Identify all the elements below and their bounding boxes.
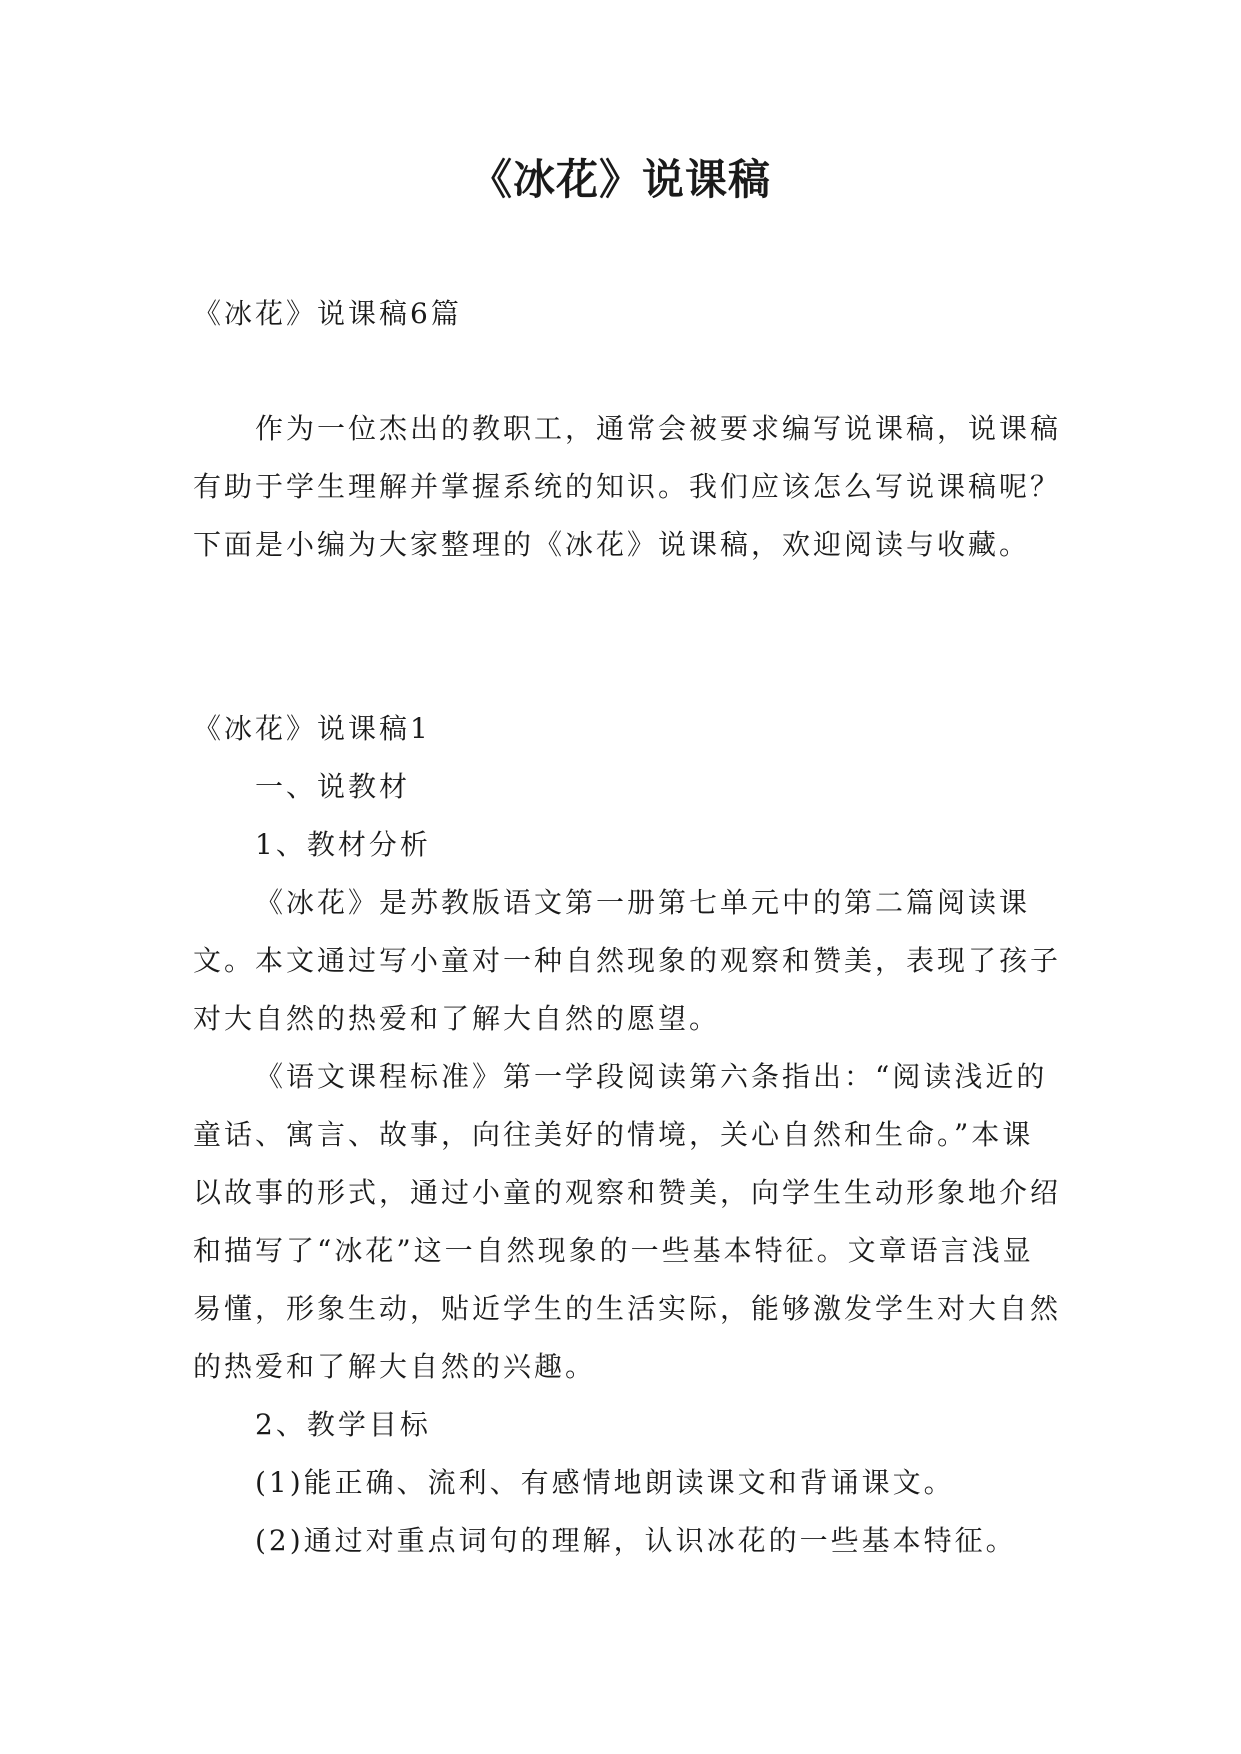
goal-item-1: (1)能正确、流利、有感情地朗读课文和背诵课文。 [255,1466,955,1499]
intro-text: 作为一位杰出的教职工，通常会被要求编写说课稿，说课稿有助于学生理解并掌握系统的知识。我们应该怎么写说课稿呢？下面是小编为大家整理的《冰花》说课稿，欢迎阅读与收藏。 [193,412,1062,561]
sub-heading-analysis: 1、教材分析 [255,828,431,861]
goal-item-2: (2)通过对重点词句的理解，认识冰花的一些基本特征。 [255,1524,1017,1557]
part-heading: 一、说教材 [255,770,411,803]
section-1 [193,700,1063,1570]
document-subtitle: 《冰花》说课稿6篇 [193,297,462,330]
section-heading: 《冰花》说课稿1 [193,712,431,745]
paragraph-analysis-2: 《语文课程标准》第一学段阅读第六条指出：“阅读浅近的童话、寓言、故事，向往美好的情境，关心自然和生命。”本课以故事的形式，通过小童的观察和赞美，向学生生动形象地介绍和描写了“冰花”这一自然现象的一些基本特征。文章语言浅显易懂，形象生动，贴近学生的生活实际，能够激发学生对大自然的热爱和了解大自然的兴趣。 [193,1060,1062,1383]
paragraph-analysis-1: 《冰花》是苏教版语文第一册第七单元中的第二篇阅读课文。本文通过写小童对一种自然现象的观察和赞美，表现了孩子对大自然的热爱和了解大自然的愿望。 [193,886,1062,1035]
intro-paragraph [193,400,1063,574]
sub-heading-goals: 2、教学目标 [255,1408,431,1441]
document-title: 《冰花》说课稿 [469,155,771,204]
